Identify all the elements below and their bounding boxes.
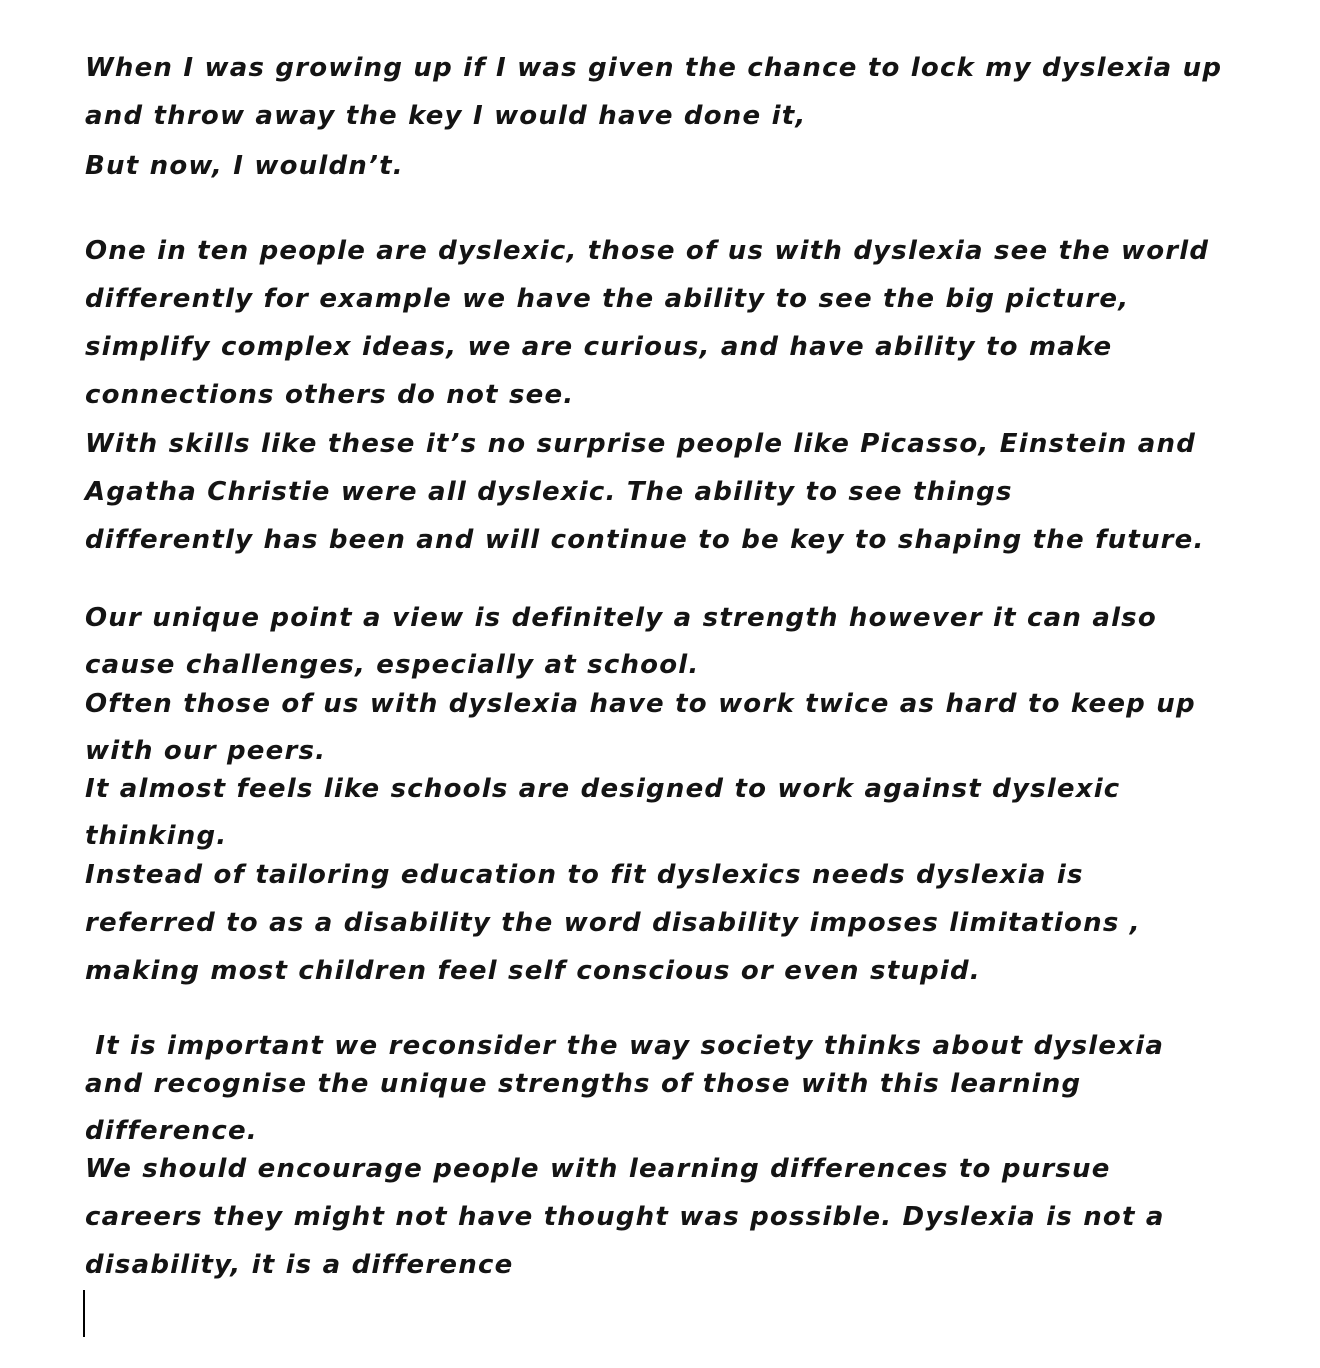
text-line: When I was growing up if I was given the chance to lock my dyslexia up: [85, 53, 1223, 83]
text-line: connections others do not see.: [85, 380, 575, 410]
text-cursor: [83, 1290, 85, 1337]
text-line: differently has been and will continue to be key to shaping the future.: [85, 525, 1205, 555]
text-line: But now, I wouldn’t.: [85, 151, 404, 181]
text-line: Agatha Christie were all dyslexic. The ability to see things: [85, 477, 1013, 507]
text-line: and throw away the key I would have done it,: [85, 101, 807, 131]
text-line: making most children feel self conscious or even stupid.: [85, 956, 981, 986]
text-line: cause challenges, especially at school.: [85, 650, 700, 680]
text-line: One in ten people are dyslexic, those of us with dyslexia see the world: [85, 236, 1210, 266]
text-line: with our peers.: [85, 736, 327, 766]
text-line: simplify complex ideas, we are curious, and have ability to make: [85, 332, 1113, 362]
text-line: Often those of us with dyslexia have to work twice as hard to keep up: [85, 689, 1196, 719]
text-line: differently for example we have the ability to see the big picture,: [85, 284, 1130, 314]
text-line: With skills like these it’s no surprise people like Picasso, Einstein and: [85, 429, 1197, 459]
text-line: difference.: [85, 1116, 258, 1146]
text-line: disability, it is a difference: [85, 1250, 514, 1280]
text-line: referred to as a disability the word disability imposes limitations ,: [85, 908, 1141, 938]
text-line: Our unique point a view is definitely a strength however it can also: [85, 603, 1157, 633]
text-line: careers they might not have thought was possible. Dyslexia is not a: [85, 1202, 1165, 1232]
text-line: Instead of tailoring education to fit dyslexics needs dyslexia is: [85, 860, 1084, 890]
text-line: and recognise the unique strengths of those with this learning: [85, 1069, 1082, 1099]
text-line: thinking.: [85, 821, 228, 851]
text-line: It almost feels like schools are designed to work against dyslexic: [85, 774, 1121, 804]
text-line: We should encourage people with learning differences to pursue: [85, 1154, 1111, 1184]
text-line: It is important we reconsider the way society thinks about dyslexia: [85, 1031, 1165, 1061]
